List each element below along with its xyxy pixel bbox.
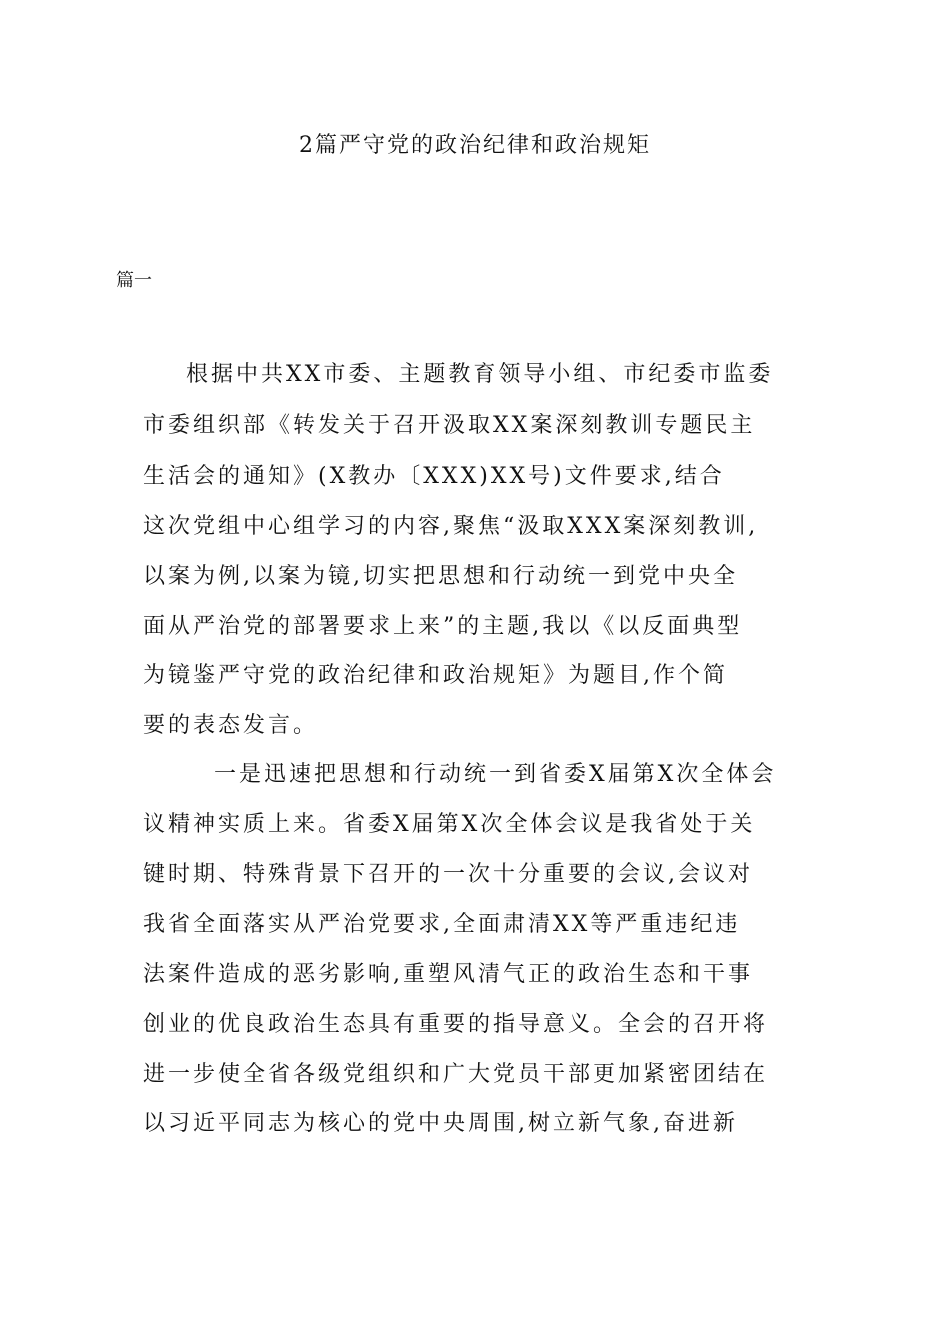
section-label: 篇一 xyxy=(116,270,152,291)
paragraph-line: 要的表态发言。 xyxy=(143,713,319,738)
paragraph-line: 根据中共XX市委、主题教育领导小组、市纪委市监委 xyxy=(186,362,774,387)
document-title: 2篇严守党的政治纪律和政治规矩 xyxy=(299,133,651,158)
paragraph-line: 这次党组中心组学习的内容,聚焦“汲取XXX案深刻教训, xyxy=(143,514,759,539)
paragraph-line: 以案为例,以案为镜,切实把思想和行动统一到党中央全 xyxy=(143,564,738,589)
paragraph-line: 我省全面落实从严治党要求,全面肃清XX等严重违纪违 xyxy=(143,912,741,937)
paragraph-line: 一是迅速把思想和行动统一到省委X届第X次全体会 xyxy=(214,762,777,787)
paragraph-line: 议精神实质上来。省委X届第X次全体会议是我省处于关 xyxy=(143,812,756,837)
paragraph-line: 以习近平同志为核心的党中央周围,树立新气象,奋进新 xyxy=(143,1111,738,1136)
paragraph-line: 市委组织部《转发关于召开汲取XX案深刻教训专题民主 xyxy=(143,413,756,438)
paragraph-line: 创业的优良政治生态具有重要的指导意义。全会的召开将 xyxy=(143,1012,769,1037)
paragraph-line: 进一步使全省各级党组织和广大党员干部更加紧密团结在 xyxy=(143,1062,769,1087)
paragraph-line: 面从严治党的部署要求上来”的主题,我以《以反面典型 xyxy=(143,614,743,639)
paragraph-line: 为镜鉴严守党的政治纪律和政治规矩》为题目,作个简 xyxy=(143,663,728,688)
paragraph-line: 生活会的通知》(X教办〔XXX)XX号)文件要求,结合 xyxy=(143,464,725,489)
paragraph-line: 法案件造成的恶劣影响,重塑风清气正的政治生态和干事 xyxy=(143,962,753,987)
paragraph-line: 键时期、特殊背景下召开的一次十分重要的会议,会议对 xyxy=(143,862,753,887)
